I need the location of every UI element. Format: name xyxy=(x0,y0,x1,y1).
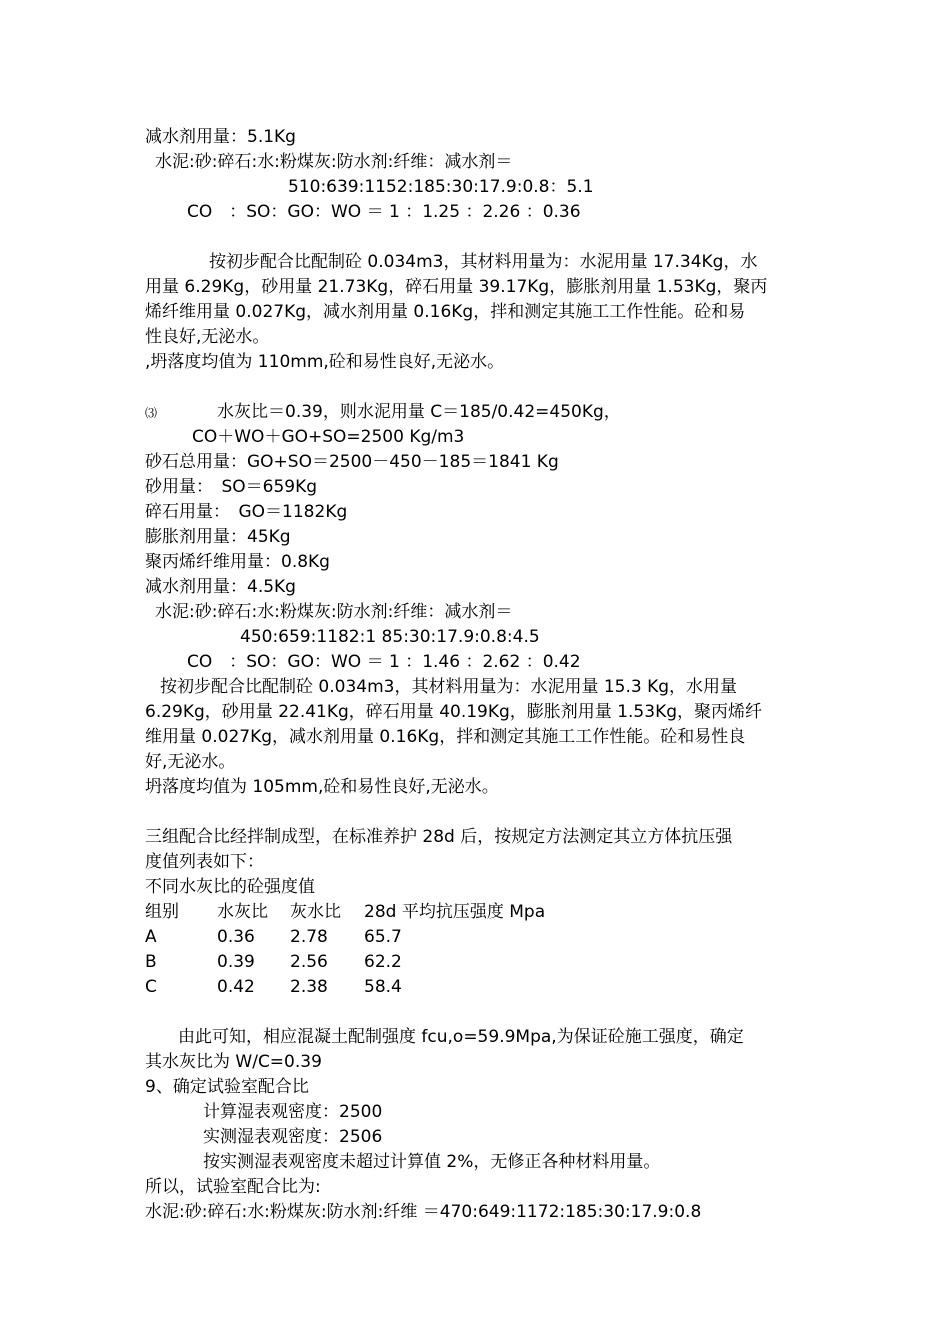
table-cell: 58.4 xyxy=(364,977,402,997)
total-mass-equation: CO＋WO＋GO+SO=2500 Kg/m3 xyxy=(192,427,465,447)
mix-ratio-values: 510:639:1152:185:30:17.9:0.8：5.1 xyxy=(288,177,594,197)
measured-density-line: 实测湿表观密度：2506 xyxy=(203,1127,383,1147)
mix-ratio-values-2: 450:659:1182:1 85:30:17.9:0.8:4.5 xyxy=(240,627,540,647)
trial-mix-2-paragraph-line-4: 好,无泌水。 xyxy=(145,752,236,772)
header-strength: 28d 平均抗压强度 Mpa xyxy=(364,902,546,922)
table-cell: 0.39 xyxy=(217,952,255,972)
slump-result-line: ,坍落度均值为 110mm,砼和易性良好,无泌水。 xyxy=(145,352,505,372)
table-cell: 2.78 xyxy=(290,927,328,947)
trial-mix-2-paragraph-line-3: 维用量 0.027Kg，减水剂用量 0.16Kg，拌和测定其施工工作性能。砼和易性良 xyxy=(145,727,746,747)
table-title: 不同水灰比的砼强度值 xyxy=(145,877,315,897)
table-cell: 2.38 xyxy=(290,977,328,997)
trial-mix-paragraph-line-4: 性良好,无泌水。 xyxy=(145,327,270,347)
proportion-ratio-line: CO ：SO：GO：WO ＝ 1 ：1.25 ：2.26 ：0.36 xyxy=(187,202,581,222)
summary-paragraph-line-2: 度值列表如下： xyxy=(145,852,264,872)
fiber-dosage-line: 聚丙烯纤维用量：0.8Kg xyxy=(145,552,330,572)
proportion-ratio-line-2: CO ：SO：GO：WO ＝ 1 ：1.46 ：2.62 ：0.42 xyxy=(187,652,581,672)
header-cement-water: 灰水比 xyxy=(290,902,341,922)
section-9-heading: 9、确定试验室配合比 xyxy=(145,1077,309,1097)
aggregate-total-line: 砂石总用量：GO+SO＝2500－450－185＝1841 Kg xyxy=(145,452,559,472)
header-group: 组别 xyxy=(145,902,179,922)
expansion-agent-line: 膨胀剂用量：45Kg xyxy=(145,527,291,547)
summary-paragraph-line-1: 三组配合比经拌制成型，在标准养护 28d 后，按规定方法测定其立方体抗压强 xyxy=(145,827,733,847)
table-cell: A xyxy=(145,927,157,947)
trial-mix-paragraph-line-3: 烯纤维用量 0.027Kg，减水剂用量 0.16Kg，拌和测定其施工工作性能。砼和易 xyxy=(145,302,746,322)
table-cell: 0.36 xyxy=(217,927,255,947)
trial-mix-2-paragraph-line-1: 按初步配合比配制砼 0.034m3，其材料用量为：水泥用量 15.3 Kg，水用量 xyxy=(160,677,738,697)
table-cell: 0.42 xyxy=(217,977,255,997)
table-cell: C xyxy=(145,977,157,997)
water-reducer-line: 减水剂用量：4.5Kg xyxy=(145,577,296,597)
table-cell: B xyxy=(145,952,157,972)
trial-mix-paragraph-line-2: 用量 6.29Kg，砂用量 21.73Kg，碎石用量 39.17Kg，膨胀剂用量 1.53Kg，聚丙 xyxy=(145,277,768,297)
trial-mix-paragraph-line-1: 按初步配合比配制砼 0.034m3，其材料用量为：水泥用量 17.34Kg，水 xyxy=(209,252,758,272)
mix-ratio-label: 水泥:砂:碎石:水:粉煤灰:防水剂:纤维：减水剂＝ xyxy=(155,152,513,172)
gravel-dosage-line: 碎石用量： GO＝1182Kg xyxy=(145,502,348,522)
section-3-marker: ⑶ xyxy=(145,406,158,420)
lab-mix-ratio-line: 水泥:砂:碎石:水:粉煤灰:防水剂:纤维 ＝470:649:1172:185:30:17.9:0.8 xyxy=(145,1202,702,1222)
slump-result-line-2: 坍落度均值为 105mm,砼和易性良好,无泌水。 xyxy=(145,777,499,797)
conclusion-line-1: 由此可知，相应混凝土配制强度 fcu,o=59.9Mpa,为保证砼施工强度，确定 xyxy=(178,1027,744,1047)
mix-ratio-label-2: 水泥:砂:碎石:水:粉煤灰:防水剂:纤维：减水剂＝ xyxy=(155,602,513,622)
water-cement-ratio-line: 水灰比＝0.39，则水泥用量 C＝185/0.42=450Kg， xyxy=(217,402,621,422)
trial-mix-2-paragraph-line-2: 6.29Kg，砂用量 22.41Kg，碎石用量 40.19Kg，膨胀剂用量 1.53Kg，聚丙烯纤 xyxy=(145,702,763,722)
table-cell: 62.2 xyxy=(364,952,402,972)
calculated-density-line: 计算湿表观密度：2500 xyxy=(203,1102,383,1122)
sand-dosage-line: 砂用量： SO＝659Kg xyxy=(145,477,318,497)
density-check-line: 按实测湿表观密度未超过计算值 2%，无修正各种材料用量。 xyxy=(203,1152,661,1172)
table-cell: 65.7 xyxy=(364,927,402,947)
table-cell: 2.56 xyxy=(290,952,328,972)
header-water-cement: 水灰比 xyxy=(217,902,268,922)
water-reducer-dosage-line: 减水剂用量：5.1Kg xyxy=(145,127,296,147)
lab-mix-intro-line: 所以，试验室配合比为: xyxy=(145,1177,321,1197)
conclusion-line-2: 其水灰比为 W/C=0.39 xyxy=(145,1052,322,1072)
